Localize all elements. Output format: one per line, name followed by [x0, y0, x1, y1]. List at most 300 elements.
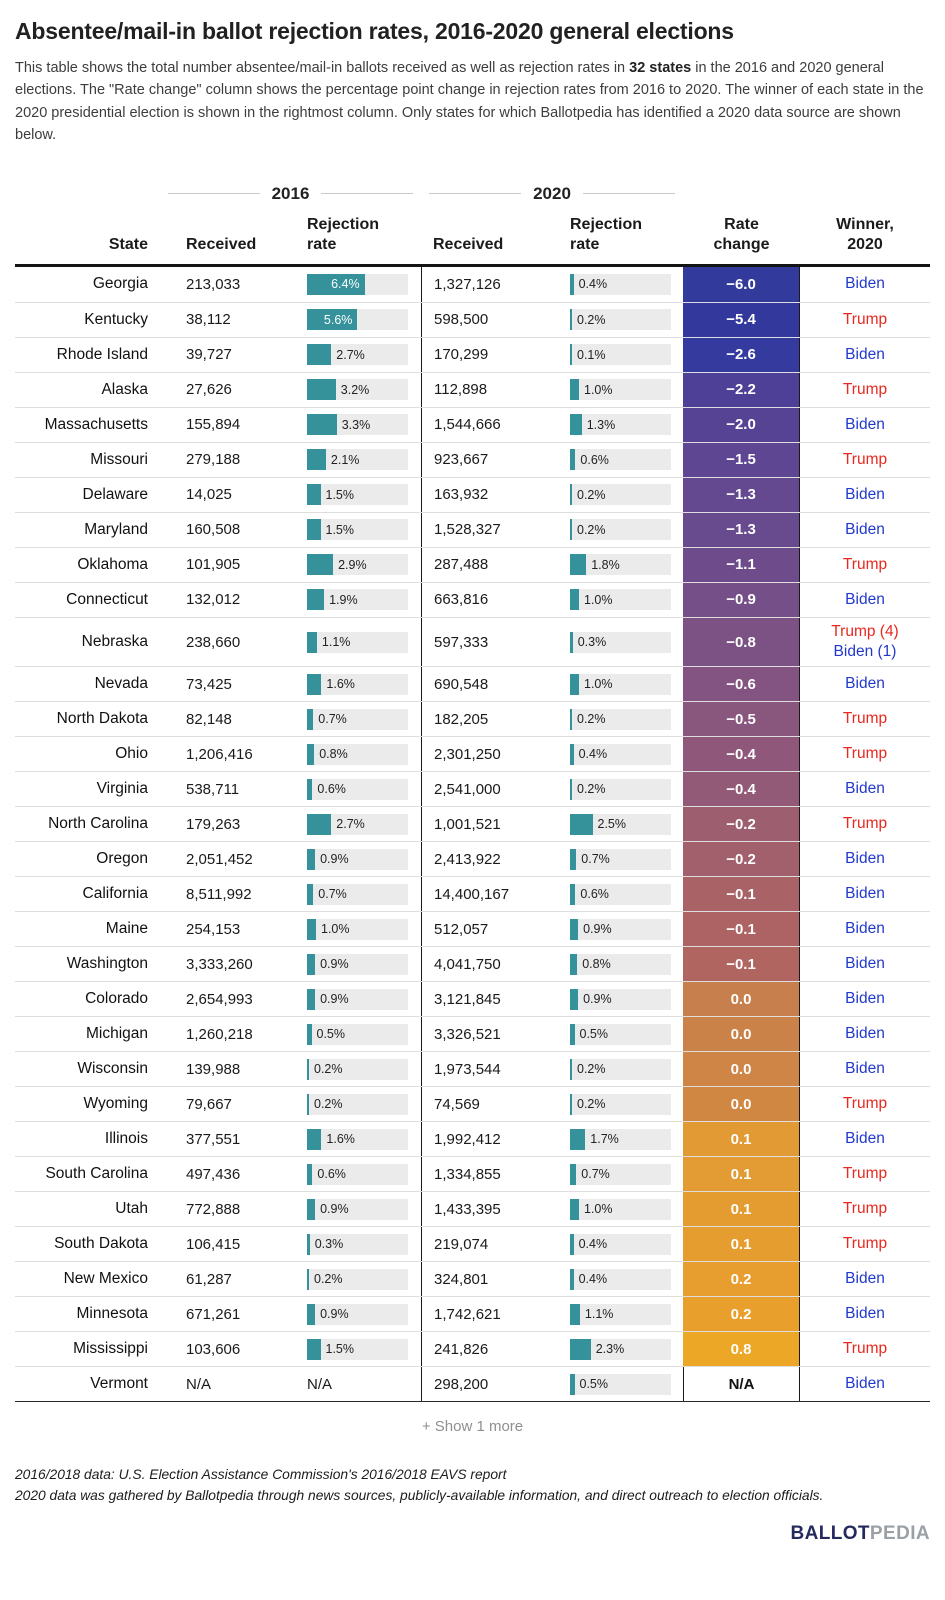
col-header-rate-change: [683, 215, 800, 255]
received-2016-value: 1,260,218: [186, 1025, 253, 1043]
winner-cell: [800, 912, 930, 946]
rejection-rate-bar: [307, 274, 408, 295]
rejection-rate-value: 0.7%: [318, 712, 347, 727]
winner-label: Trump: [842, 450, 888, 468]
rejection-rate-2020-cell: [570, 842, 683, 876]
rejection-rate-bar-fill: [570, 814, 593, 835]
rejection-rate-value: 1.9%: [329, 592, 358, 607]
rejection-rate-bar-fill: [307, 519, 321, 540]
rejection-rate-bar: [570, 884, 671, 905]
rejection-rate-2016-cell: [307, 1122, 421, 1156]
state-name: South Dakota: [54, 1235, 148, 1253]
received-2016-value: 82,148: [186, 710, 232, 728]
rejection-rate-bar: [307, 344, 408, 365]
rejection-rate-bar: [570, 849, 671, 870]
table-row: [15, 806, 930, 841]
rejection-rate-value: 5.6%: [323, 312, 353, 327]
rejection-rate-value: 0.4%: [578, 277, 608, 292]
received-2016-value: 279,188: [186, 451, 241, 469]
rejection-rate-2020-cell: [570, 1227, 683, 1261]
received-2016-value: N/A: [186, 1375, 212, 1393]
table-row: [15, 547, 930, 582]
rate-change-cell: −1.3: [683, 513, 800, 547]
rejection-rate-bar-fill: [570, 1164, 576, 1185]
rejection-rate-bar: [570, 1374, 671, 1395]
rate-change-cell: −2.2: [683, 373, 800, 407]
rejection-rate-bar-fill: [307, 1094, 309, 1115]
state-name: North Carolina: [48, 815, 148, 833]
rejection-rate-bar-fill: [307, 1129, 321, 1150]
col-header-winner: [800, 215, 930, 255]
rejection-rate-2020-cell: [570, 877, 683, 911]
rejection-rate-value: 1.1%: [584, 1307, 614, 1322]
rate-change-cell: 0.8: [683, 1332, 800, 1366]
winner-cell: [800, 982, 930, 1016]
rejection-rate-value: 0.2%: [577, 712, 606, 727]
rejection-rate-2020-cell: [570, 443, 683, 477]
rejection-rate-bar: [570, 1234, 671, 1255]
winner-cell: [800, 667, 930, 701]
received-2020-value: 163,932: [421, 478, 570, 512]
winner-label: Biden: [845, 485, 885, 503]
received-2020-value: 219,074: [421, 1227, 570, 1261]
rejection-rate-bar-fill: [570, 1269, 574, 1290]
rejection-rate-bar-fill: [570, 449, 575, 470]
rejection-rate-2020-cell: [570, 737, 683, 771]
rejection-rate-2020-cell: [570, 667, 683, 701]
rejection-rate-bar-fill: [307, 449, 326, 470]
description-bold: 32 states: [629, 60, 692, 76]
state-name: Mississippi: [73, 1340, 148, 1358]
received-2016-value: 8,511,992: [186, 885, 252, 903]
rejection-rate-value: 1.7%: [590, 1132, 619, 1147]
rejection-rate-bar: [307, 709, 408, 730]
rejection-rate-value: 0.7%: [581, 852, 610, 867]
received-2020-value: 663,816: [421, 583, 570, 617]
received-2016-value: 101,905: [186, 556, 241, 574]
rejection-rate-bar: [570, 589, 671, 610]
received-2020-value: 2,413,922: [421, 842, 570, 876]
rejection-rate-bar: [307, 919, 408, 940]
rejection-rate-bar-fill: [307, 989, 315, 1010]
rejection-rate-bar: [570, 1024, 671, 1045]
rejection-rate-bar: [570, 519, 671, 540]
table-row: [15, 841, 930, 876]
col-header-received-2020: Received: [433, 235, 504, 253]
rejection-rate-value: 1.0%: [321, 922, 350, 937]
state-name: Missouri: [90, 450, 148, 468]
rejection-rate-bar: [570, 484, 671, 505]
received-2016-value: 73,425: [186, 675, 232, 693]
winner-label: Biden: [845, 850, 885, 868]
rejection-rate-bar: [570, 744, 671, 765]
received-2020-value: 1,327,126: [421, 267, 570, 302]
received-2016-value: 254,153: [186, 920, 241, 938]
winner-cell: [800, 1052, 930, 1086]
rejection-rate-bar-fill: [570, 519, 572, 540]
ballot-rejection-table: [15, 173, 930, 1402]
rate-change-cell: −1.3: [683, 478, 800, 512]
rejection-rate-value: 0.5%: [579, 1027, 608, 1042]
table-row: [15, 407, 930, 442]
received-2020-value: 597,333: [421, 618, 570, 666]
rejection-rate-value: 1.5%: [325, 1342, 354, 1357]
rejection-rate-bar: [307, 1234, 408, 1255]
logo-text-pedia: PEDIA: [869, 1522, 930, 1544]
state-name: California: [82, 885, 148, 903]
rejection-rate-bar: [307, 1129, 408, 1150]
received-2016-value: 377,551: [186, 1130, 241, 1148]
state-name: Maine: [105, 920, 148, 938]
rejection-rate-2016-cell: [307, 877, 421, 911]
rejection-rate-2016-cell: [307, 408, 421, 442]
rejection-rate-value: 2.7%: [336, 817, 365, 832]
winner-label: Trump: [842, 1095, 888, 1113]
rate-change-cell: −6.0: [683, 267, 800, 302]
rejection-rate-bar-fill: [307, 779, 312, 800]
rejection-rate-bar-fill: [307, 954, 315, 975]
rejection-rate-2016-cell: [307, 618, 421, 666]
rejection-rate-bar-fill: [307, 674, 321, 695]
received-2020-value: 170,299: [421, 338, 570, 372]
winner-label: Trump: [842, 815, 888, 833]
winner-cell: [800, 1017, 930, 1051]
rejection-rate-value: 0.2%: [577, 782, 606, 797]
rejection-rate-bar: [307, 744, 408, 765]
rejection-rate-bar-fill: [307, 589, 324, 610]
rejection-rate-2020-cell: [570, 912, 683, 946]
rate-change-cell: −0.1: [683, 912, 800, 946]
rejection-rate-2016-cell: [307, 443, 421, 477]
rejection-rate-value: 0.9%: [320, 1202, 349, 1217]
rejection-rate-2016-cell: [307, 478, 421, 512]
table-body: [15, 264, 930, 1402]
rejection-rate-bar: [307, 1164, 408, 1185]
rejection-rate-value: 0.9%: [583, 922, 612, 937]
received-2016-value: 538,711: [186, 780, 240, 798]
rejection-rate-2020-cell: [570, 303, 683, 337]
rejection-rate-bar-fill: [570, 884, 575, 905]
received-2020-value: 1,742,621: [421, 1297, 570, 1331]
rejection-rate-2016-cell: [307, 1332, 421, 1366]
rejection-rate-value: 1.0%: [584, 592, 613, 607]
rejection-rate-value: 0.2%: [577, 1097, 606, 1112]
rejection-rate-value: 0.5%: [316, 1027, 345, 1042]
winner-cell: [800, 842, 930, 876]
rejection-rate-bar-fill: [307, 1234, 310, 1255]
rejection-rate-bar: [570, 414, 671, 435]
rejection-rate-bar-fill: [307, 1339, 321, 1360]
received-2016-value: 1,206,416: [186, 745, 253, 763]
rejection-rate-2020-cell: [570, 1122, 683, 1156]
received-2016-value: 14,025: [186, 486, 232, 504]
rate-change-cell: 0.1: [683, 1192, 800, 1226]
table-row: [15, 1086, 930, 1121]
received-2020-value: 4,041,750: [421, 947, 570, 981]
rejection-rate-bar-fill: [570, 554, 586, 575]
rejection-rate-value: 2.5%: [597, 817, 626, 832]
rejection-rate-bar-fill: [307, 554, 333, 575]
rejection-rate-2016-cell: [307, 947, 421, 981]
winner-cell: [800, 478, 930, 512]
rejection-rate-bar-fill: [570, 309, 572, 330]
rejection-rate-bar: [570, 779, 671, 800]
winner-label: Biden: [845, 1375, 885, 1393]
state-name: Kentucky: [84, 310, 148, 328]
received-2016-value: 772,888: [186, 1200, 241, 1218]
rejection-rate-bar: [570, 274, 671, 295]
rejection-rate-value: 2.9%: [338, 557, 367, 572]
rejection-rate-bar: [570, 344, 671, 365]
state-name: Massachusetts: [44, 415, 148, 433]
rejection-rate-value: 2.7%: [336, 347, 365, 362]
winner-label: Trump: [842, 745, 888, 763]
rejection-rate-bar-fill: [570, 709, 572, 730]
rejection-rate-2020-cell: [570, 513, 683, 547]
table-row: [15, 946, 930, 981]
state-name: Ohio: [115, 745, 148, 763]
footnote-source-2020: 2020 data was gathered by Ballotpedia through news sources, publicly-available information, and direct outreach to election officials.: [15, 1487, 824, 1503]
rejection-rate-bar-fill: [307, 484, 321, 505]
rate-change-cell: −1.5: [683, 443, 800, 477]
state-name: Georgia: [92, 275, 148, 293]
rate-change-cell: 0.0: [683, 1087, 800, 1121]
rejection-rate-2016-cell: [307, 1017, 421, 1051]
rejection-rate-2020-cell: [570, 548, 683, 582]
rejection-rate-bar: [307, 1059, 408, 1080]
rejection-rate-bar: [570, 919, 671, 940]
rejection-rate-value: 1.1%: [321, 635, 351, 650]
table-row: [15, 876, 930, 911]
rate-change-cell: −0.9: [683, 583, 800, 617]
winner-label: Biden (1): [833, 643, 897, 661]
rejection-rate-value: 0.9%: [583, 992, 612, 1007]
rejection-rate-bar: [570, 1059, 671, 1080]
rejection-rate-value: 3.2%: [340, 382, 370, 397]
rejection-rate-bar-fill: [307, 1024, 312, 1045]
rejection-rate-value: 0.7%: [318, 887, 347, 902]
rejection-rate-value: 0.6%: [317, 1167, 346, 1182]
received-2020-value: 2,301,250: [421, 737, 570, 771]
rejection-rate-bar-fill: [307, 414, 337, 435]
rejection-rate-bar-fill: [570, 1374, 575, 1395]
state-name: Alaska: [101, 380, 148, 398]
rejection-rate-bar: [570, 709, 671, 730]
winner-label: Trump (4): [831, 622, 899, 640]
rejection-rate-2016-cell: [307, 338, 421, 372]
winner-cell: [800, 583, 930, 617]
rejection-rate-bar: [307, 449, 408, 470]
rejection-rate-bar: [307, 884, 408, 905]
winner-cell: [800, 303, 930, 337]
received-2020-value: 182,205: [421, 702, 570, 736]
rejection-rate-value: 1.5%: [325, 487, 354, 502]
rejection-rate-bar-fill: [570, 344, 572, 365]
rejection-rate-bar-fill: [570, 1199, 579, 1220]
rejection-rate-bar-fill: [570, 1304, 580, 1325]
rejection-rate-value: 0.2%: [314, 1097, 343, 1112]
table-row: [15, 372, 930, 407]
rate-change-cell: −0.8: [683, 618, 800, 666]
rejection-rate-bar-fill: [570, 1059, 572, 1080]
ballotpedia-logo: [15, 1523, 930, 1545]
state-name: Oklahoma: [77, 555, 148, 573]
winner-cell: [800, 443, 930, 477]
rejection-rate-bar: [570, 674, 671, 695]
winner-label: Biden: [845, 1270, 885, 1288]
rejection-rate-2020-cell: [570, 1087, 683, 1121]
rejection-rate-bar: [307, 309, 408, 330]
rejection-rate-bar-fill: [570, 989, 578, 1010]
col-header-received-2016: Received: [186, 235, 257, 253]
rate-change-cell: −0.1: [683, 947, 800, 981]
rejection-rate-value: 0.9%: [320, 992, 349, 1007]
table-row: [15, 771, 930, 806]
rejection-rate-2020-cell: [570, 772, 683, 806]
table-row: [15, 512, 930, 547]
group-header-2020: [421, 184, 683, 204]
winner-label: Biden: [845, 415, 885, 433]
show-more-button[interactable]: + Show 1 more: [421, 1418, 524, 1436]
rate-change-cell: 0.0: [683, 982, 800, 1016]
received-2020-value: 112,898: [421, 373, 570, 407]
rejection-rate-value: 0.4%: [578, 747, 608, 762]
table-row: [15, 1296, 930, 1331]
winner-label: Biden: [845, 990, 885, 1008]
rejection-rate-bar-fill: [570, 379, 579, 400]
rate-change-cell: 0.0: [683, 1017, 800, 1051]
rejection-rate-bar-fill: [570, 632, 573, 653]
page-title: Absentee/mail-in ballot rejection rates, 2016-2020 general elections: [15, 18, 734, 44]
rejection-rate-2016-cell: [307, 737, 421, 771]
rejection-rate-bar: [570, 1129, 671, 1150]
rate-change-cell: −2.0: [683, 408, 800, 442]
table-row: [15, 1366, 930, 1401]
table-row: [15, 981, 930, 1016]
winner-cell: [800, 1297, 930, 1331]
table-row: [15, 1121, 930, 1156]
rejection-rate-value: 1.3%: [586, 417, 616, 432]
rejection-rate-2016-cell: [307, 982, 421, 1016]
received-2020-value: 14,400,167: [421, 877, 570, 911]
rejection-rate-bar: [570, 1304, 671, 1325]
rejection-rate-value: 0.1%: [577, 347, 606, 362]
winner-cell: [800, 877, 930, 911]
received-2016-value: 160,508: [186, 521, 241, 539]
winner-cell: [800, 772, 930, 806]
rejection-rate-value: 1.0%: [584, 382, 613, 397]
winner-label: Biden: [845, 275, 885, 293]
winner-cell: [800, 548, 930, 582]
rejection-rate-value: 0.2%: [577, 522, 606, 537]
rejection-rate-2020-cell: [570, 1157, 683, 1191]
col-header-rejection-rate-2016-label: Rejection rate: [307, 215, 380, 253]
group-header-2020-label: 2020: [533, 183, 571, 203]
winner-label: Trump: [842, 555, 888, 573]
rate-change-cell: −2.6: [683, 338, 800, 372]
rejection-rate-bar-fill: [570, 674, 579, 695]
rejection-rate-value: 1.6%: [326, 1132, 355, 1147]
table-row: [15, 1226, 930, 1261]
received-2016-value: 38,112: [186, 311, 231, 329]
table-row: [15, 666, 930, 701]
winner-cell: [800, 702, 930, 736]
rejection-rate-2020-cell: [570, 702, 683, 736]
winner-cell: [800, 1227, 930, 1261]
rejection-rate-bar: [570, 554, 671, 575]
rejection-rate-bar: [307, 554, 408, 575]
rejection-rate-bar: [570, 1094, 671, 1115]
winner-label: Biden: [845, 1025, 885, 1043]
rejection-rate-2020-cell: [570, 982, 683, 1016]
rejection-rate-bar: [307, 484, 408, 505]
table-row: [15, 736, 930, 771]
rejection-rate-2020-cell: [570, 478, 683, 512]
rejection-rate-2016-cell: [307, 1052, 421, 1086]
rejection-rate-bar-fill: [307, 884, 313, 905]
table-row: [15, 1331, 930, 1366]
rejection-rate-bar-fill: [307, 632, 317, 653]
rejection-rate-2020-cell: [570, 583, 683, 617]
rejection-rate-bar: [307, 1094, 408, 1115]
state-name: Maryland: [84, 520, 148, 538]
rejection-rate-bar-fill: [307, 849, 315, 870]
rejection-rate-value: 0.2%: [577, 312, 606, 327]
rejection-rate-2016-cell: [307, 1192, 421, 1226]
rejection-rate-bar: [570, 1339, 671, 1360]
col-header-rejection-rate-2020: [570, 215, 683, 255]
column-header-row: [15, 215, 930, 264]
winner-label: Trump: [842, 310, 888, 328]
rejection-rate-2016-cell: [307, 702, 421, 736]
rejection-rate-bar-fill: [307, 709, 313, 730]
rate-change-cell: −0.1: [683, 877, 800, 911]
rejection-rate-2016-cell: [307, 548, 421, 582]
winner-cell: [800, 373, 930, 407]
rejection-rate-bar-fill: [570, 1234, 574, 1255]
rejection-rate-bar-fill: [307, 1269, 309, 1290]
rejection-rate-2016-cell: [307, 1297, 421, 1331]
state-name: Rhode Island: [56, 345, 148, 363]
footnote-source-2016: 2016/2018 data: U.S. Election Assistance Commission's 2016/2018 EAVS report: [15, 1467, 507, 1483]
rejection-rate-value: 1.0%: [584, 677, 613, 692]
state-name: Washington: [66, 955, 148, 973]
received-2016-value: 39,727: [186, 346, 232, 364]
rejection-rate-value: 1.6%: [326, 677, 355, 692]
rejection-rate-bar-fill: [307, 1164, 312, 1185]
year-group-header-row: [15, 173, 930, 215]
state-name: Colorado: [85, 990, 148, 1008]
winner-cell: [800, 1332, 930, 1366]
state-name: North Dakota: [56, 710, 148, 728]
winner-label: Biden: [845, 675, 885, 693]
winner-label: Trump: [842, 1340, 888, 1358]
table-row: [15, 302, 930, 337]
received-2016-value: 106,415: [186, 1235, 241, 1253]
rejection-rate-value: 0.8%: [582, 957, 611, 972]
state-name: Wisconsin: [77, 1060, 148, 1078]
state-name: Oregon: [96, 850, 148, 868]
table-row: [15, 337, 930, 372]
rejection-rate-2020-cell: [570, 1052, 683, 1086]
description-after: in the 2016 and 2020 general elections. The "Rate change" column shows the percentage point change in rejection rates from 2016 to 2020. The winner of each state in the 2020 presidential election is shown in the rightmost column. Only states for which Ballotpedia has identified a 2020 data source are shown below.: [15, 60, 924, 144]
rejection-rate-2016-cell: [307, 1087, 421, 1121]
rejection-rate-2020-cell: [570, 1367, 683, 1401]
received-2020-value: 1,001,521: [421, 807, 570, 841]
received-2016-value: 61,287: [186, 1270, 232, 1288]
rejection-rate-value: 0.4%: [578, 1272, 608, 1287]
rejection-rate-value: 1.8%: [591, 557, 620, 572]
